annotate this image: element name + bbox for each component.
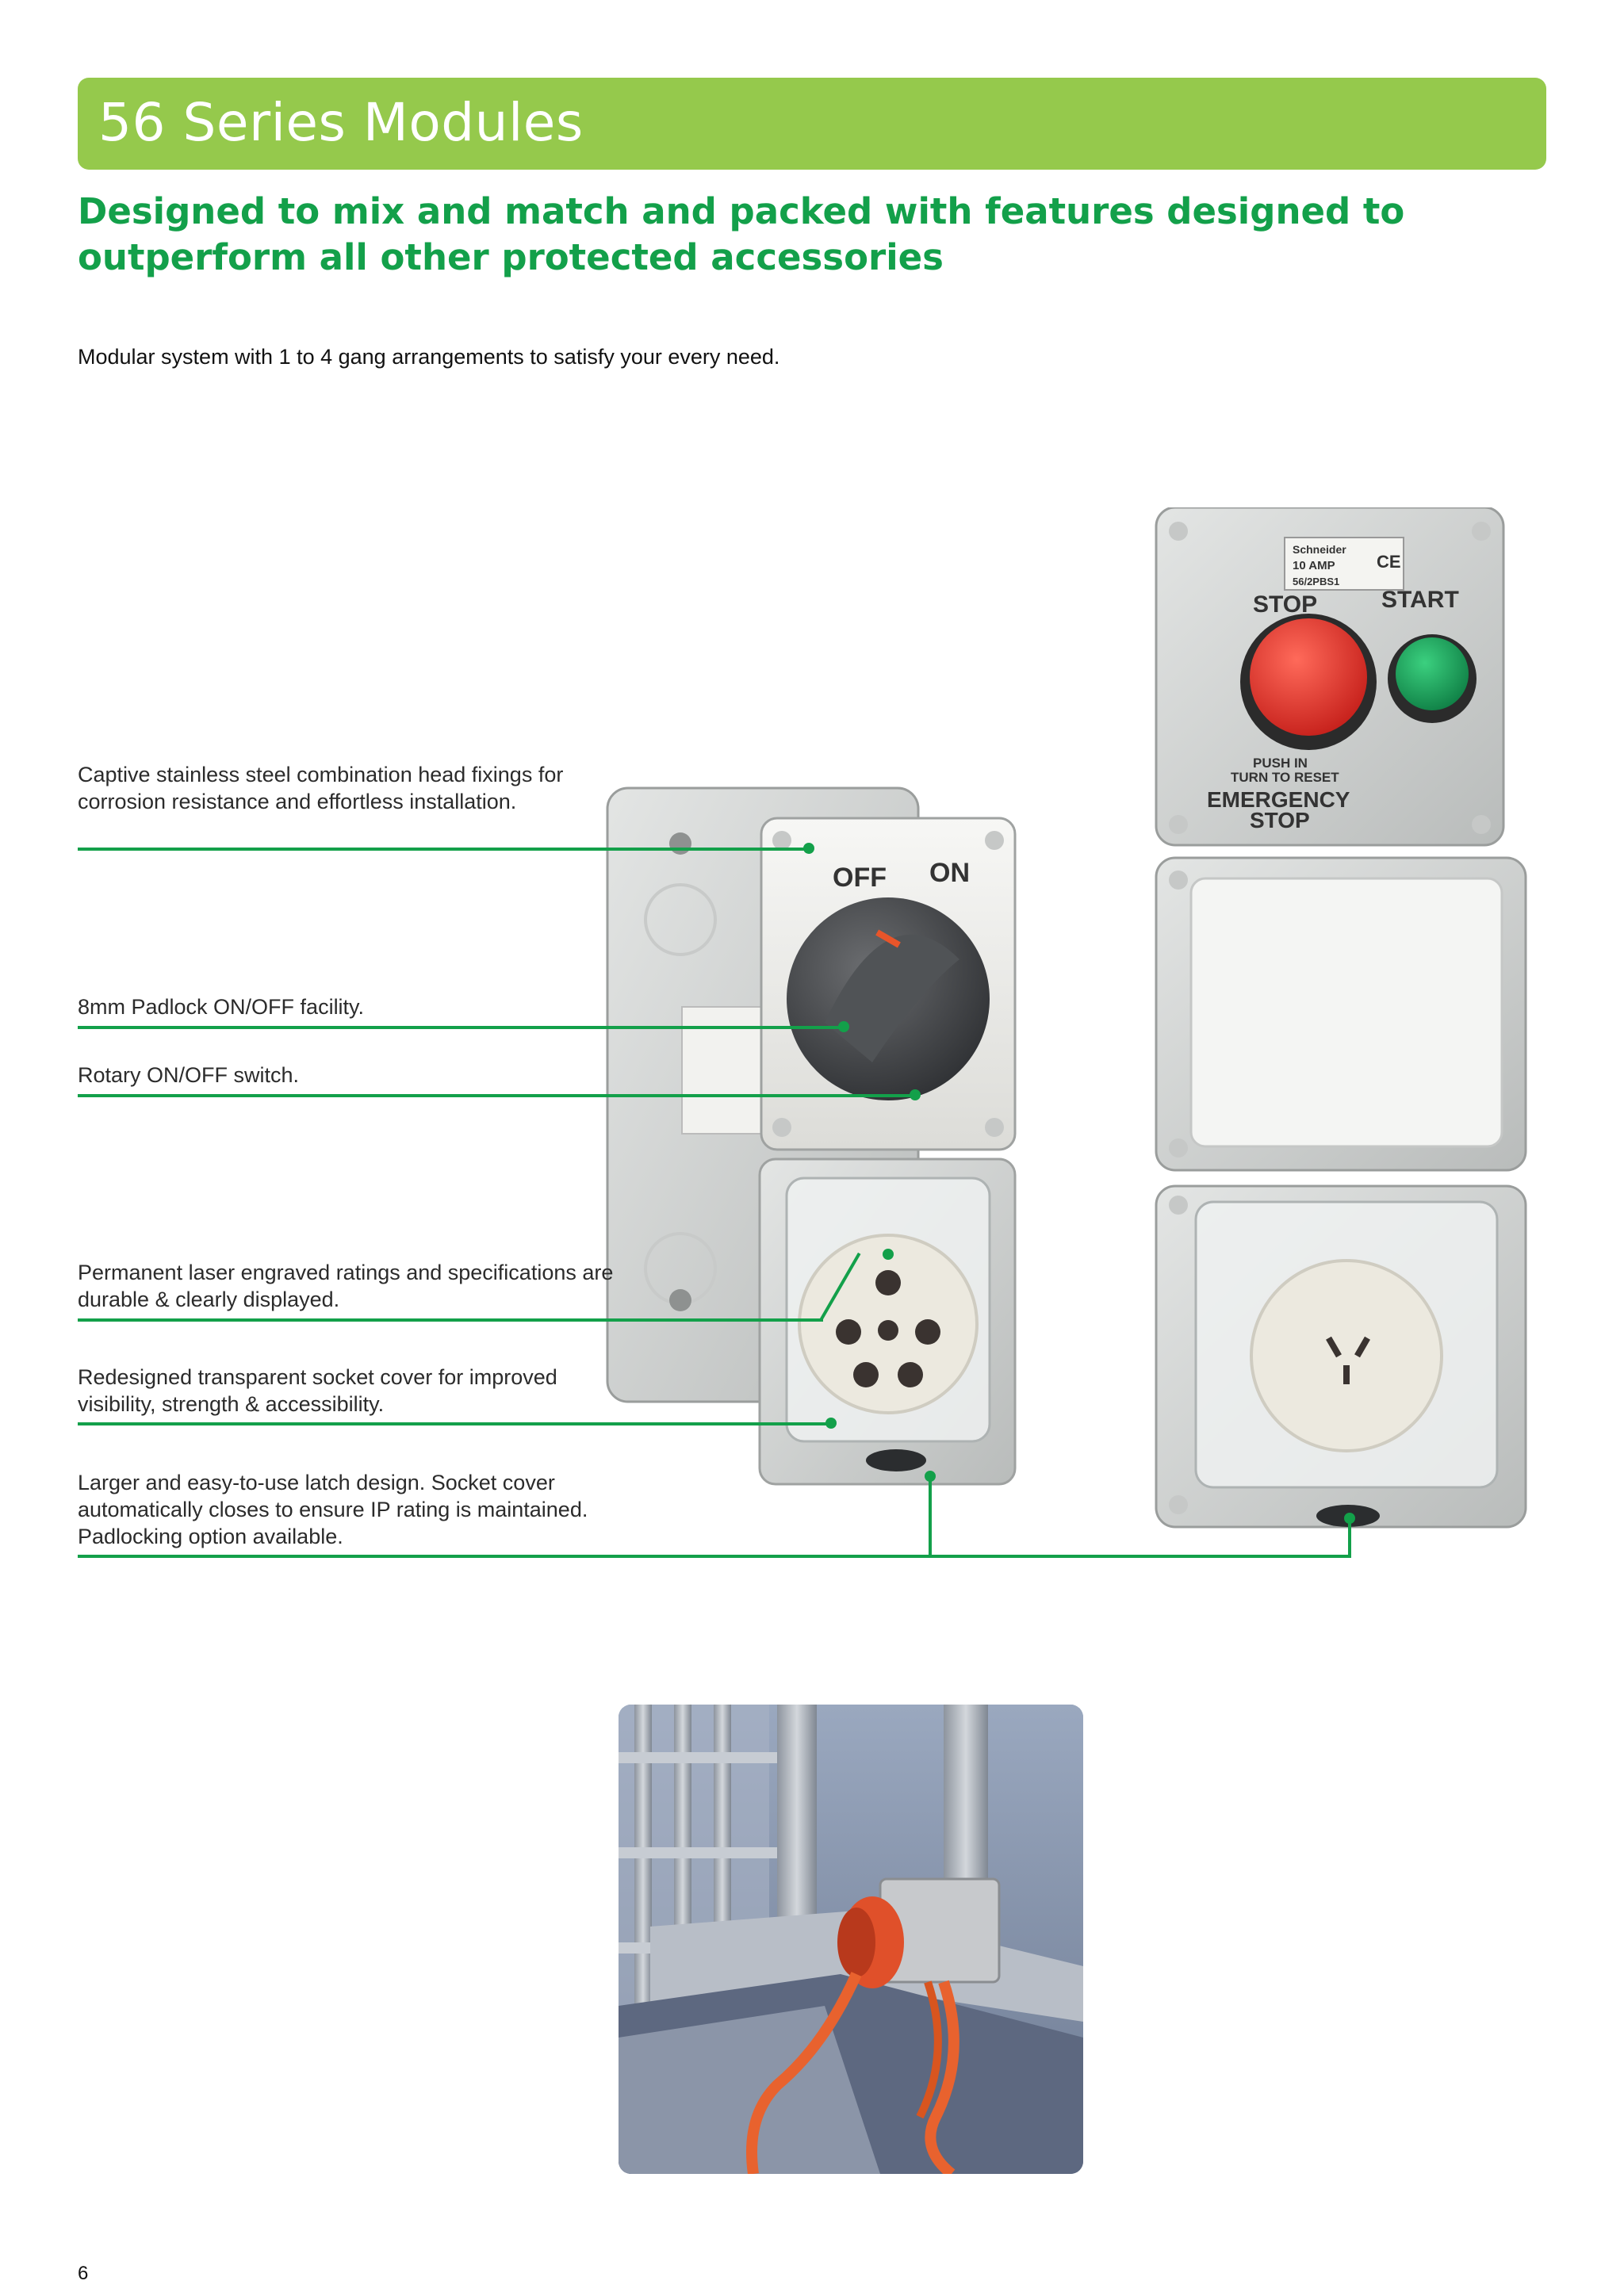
product-illustration xyxy=(587,507,1530,1538)
callout-dot-5 xyxy=(825,1418,837,1429)
callout-line-2 xyxy=(78,1026,842,1029)
callout-dot-1 xyxy=(803,843,814,854)
title-bar xyxy=(78,78,1546,170)
push-in-label: PUSH IN xyxy=(1253,756,1308,771)
rotary-switch-module xyxy=(761,818,1015,1150)
turn-reset-label: TURN TO RESET xyxy=(1231,770,1339,785)
callout-dot-2 xyxy=(838,1021,849,1032)
callout-laser-engraved: Permanent laser engraved ratings and specifications are durable & clearly displayed. xyxy=(78,1261,614,1311)
three-pin-socket-module xyxy=(1156,1186,1526,1527)
emergency-label: EMERGENCY xyxy=(1207,787,1350,812)
callout-line-1 xyxy=(78,848,807,851)
callout-line-4 xyxy=(78,1318,823,1322)
callout-line-6b xyxy=(1348,1518,1351,1558)
callout-line-5 xyxy=(78,1422,829,1425)
callout-line-6 xyxy=(78,1555,1351,1558)
callout-head-fixings: Captive stainless steel combination head fixings for corrosion resistance and effortless installation. xyxy=(78,763,564,813)
callout-line-3 xyxy=(78,1094,914,1097)
callout-latch: Larger and easy-to-use latch design. Socket cover automatically closes to ensure IP rating is maintained. Padlocking option available. xyxy=(78,1471,588,1548)
page-title: 56 Series Modules xyxy=(98,92,584,153)
stop-start-module xyxy=(1156,507,1503,845)
start-label: START xyxy=(1381,587,1459,613)
callout-rotary: Rotary ON/OFF switch. xyxy=(78,1063,300,1087)
callout-dot-4 xyxy=(883,1249,894,1260)
switch-off-label: OFF xyxy=(833,863,887,893)
blank-module xyxy=(1156,858,1526,1170)
callout-dot-6a xyxy=(925,1471,936,1482)
callout-line-6a xyxy=(929,1476,932,1558)
ce-mark: CE xyxy=(1377,552,1401,572)
installation-photo xyxy=(619,1705,1083,2174)
brand-label: Schneider xyxy=(1293,543,1346,556)
rating-label: 10 AMP xyxy=(1293,559,1335,572)
page-number: 6 xyxy=(78,2263,89,2284)
callout-padlock: 8mm Padlock ON/OFF facility. xyxy=(78,995,365,1019)
callout-socket-cover: Redesigned transparent socket cover for improved visibility, strength & accessibility. xyxy=(78,1365,557,1416)
model-label: 56/2PBS1 xyxy=(1293,576,1340,587)
callout-dot-6b xyxy=(1344,1513,1355,1524)
emergency-stop-label: STOP xyxy=(1250,808,1310,832)
switch-on-label: ON xyxy=(929,858,970,888)
callout-dot-3 xyxy=(910,1089,921,1100)
five-pin-socket-module xyxy=(760,1159,1015,1484)
intro-text: Modular system with 1 to 4 gang arrangements to satisfy your every need. xyxy=(78,345,780,369)
stop-label: STOP xyxy=(1253,591,1318,618)
subtitle: Designed to mix and match and packed with features designed to outperform all other protected accessories xyxy=(78,190,1405,278)
